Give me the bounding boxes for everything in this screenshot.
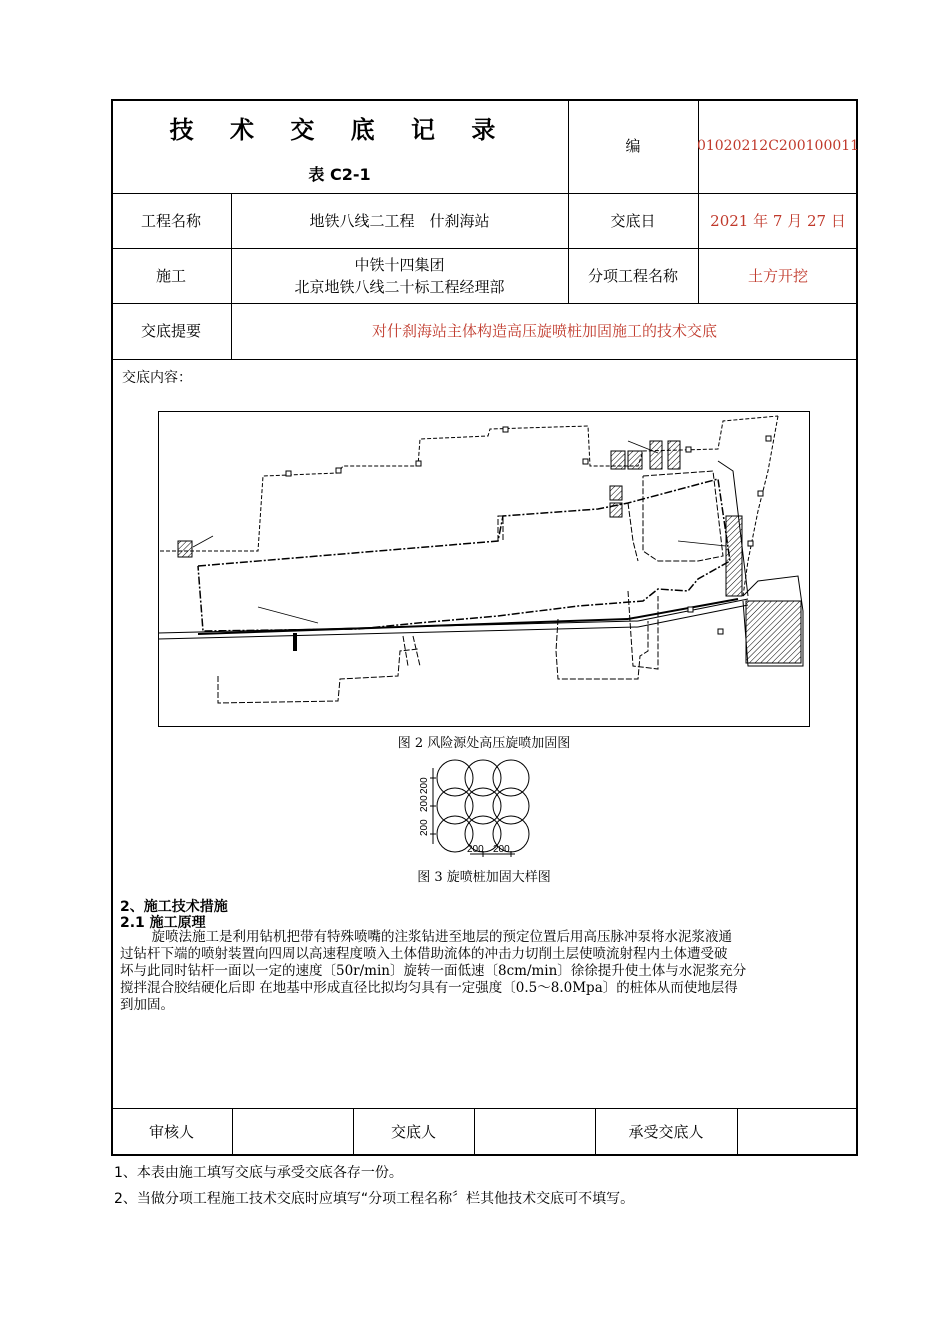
- figure-3-caption: 图 3 旋喷桩加固大样图: [417, 870, 551, 885]
- risk-source-plan-figure: [158, 411, 810, 727]
- dim-h1: 200: [467, 844, 484, 855]
- project-name-label: 工程名称: [140, 211, 201, 230]
- footnote-1: 1、本表由施工填写交底与承受交底各存一份。: [114, 1165, 403, 1181]
- constructor-value: [231, 248, 568, 303]
- discloser-signature[interactable]: [474, 1108, 595, 1156]
- paragraph-line-4: 搅拌混合胶结硬化后即 在地基中形成直径比拟均匀具有一定强度〔0.5～8.0Mpa〕的桩体从而使地层得: [120, 980, 738, 996]
- summary-value: 对什刹海站主体构造高压旋喷桩加固施工的技术交底: [371, 322, 717, 340]
- constructor-label: 施工: [155, 266, 186, 285]
- project-name-value: 地铁八线二工程 什刹海站: [309, 211, 490, 230]
- subsection-title: 2.1 施工原理: [120, 915, 206, 931]
- subproject-value: 土方开挖: [747, 266, 808, 285]
- receiver-signature[interactable]: [737, 1108, 858, 1156]
- content-label: 交底内容：: [122, 370, 192, 386]
- date-value: 2021 年 7 月 27 日: [710, 211, 846, 230]
- dim-v3: 200: [419, 819, 430, 836]
- paragraph-line-5: 到加固。: [120, 997, 174, 1013]
- pile-detail-figure: [415, 748, 545, 863]
- footnote-2: 2、当做分项工程施工技术交底时应填写“分项工程名称〞栏其他技术交底可不填写。: [114, 1191, 635, 1207]
- reviewer-signature[interactable]: [232, 1108, 353, 1156]
- dim-v2: 200: [419, 795, 430, 812]
- constructor-line-2: 北京地铁八线二十标工程经理部: [294, 277, 505, 296]
- form-number: 表 C2-1: [308, 165, 371, 184]
- discloser-label: 交底人: [390, 1123, 436, 1141]
- dim-h2: 200: [493, 844, 510, 855]
- paragraph-line-1: 旋喷法施工是利用钻机把带有特殊喷嘴的注浆钻进至地层的预定位置后用高压脉冲泵将水泥浆液通: [138, 929, 732, 945]
- receiver-label: 承受交底人: [628, 1123, 704, 1141]
- rule-summary-bottom: [111, 359, 858, 360]
- date-label: 交底日: [610, 211, 656, 230]
- section-title: 2、施工技术措施: [120, 899, 228, 915]
- paragraph: [120, 929, 850, 1014]
- constructor-line-1: 中铁十四集团: [354, 255, 445, 274]
- summary-label: 交底提要: [140, 322, 201, 340]
- reviewer-label: 审核人: [148, 1123, 194, 1141]
- paragraph-line-2: 过钻杆下端的喷射装置向四周以高速程度喷入土体借助流体的冲击力切削土层使喷流射程内土体遭受破: [120, 946, 728, 962]
- document-title: 技 术 交 底 记 录: [169, 116, 510, 144]
- figure-2-caption: 图 2 风险源处高压旋喷加固图: [397, 736, 571, 751]
- dim-v1: 200: [419, 777, 430, 794]
- paragraph-line-3: 坏与此同时钻杆一面以一定的速度〔50r/min〕旋转一面低速〔8cm/min〕徐徐提升使土体与水泥浆充分: [120, 963, 747, 979]
- code-value: 01020212C200100011: [696, 138, 860, 154]
- code-label: 编: [625, 137, 641, 155]
- subproject-label: 分项工程名称: [587, 266, 678, 285]
